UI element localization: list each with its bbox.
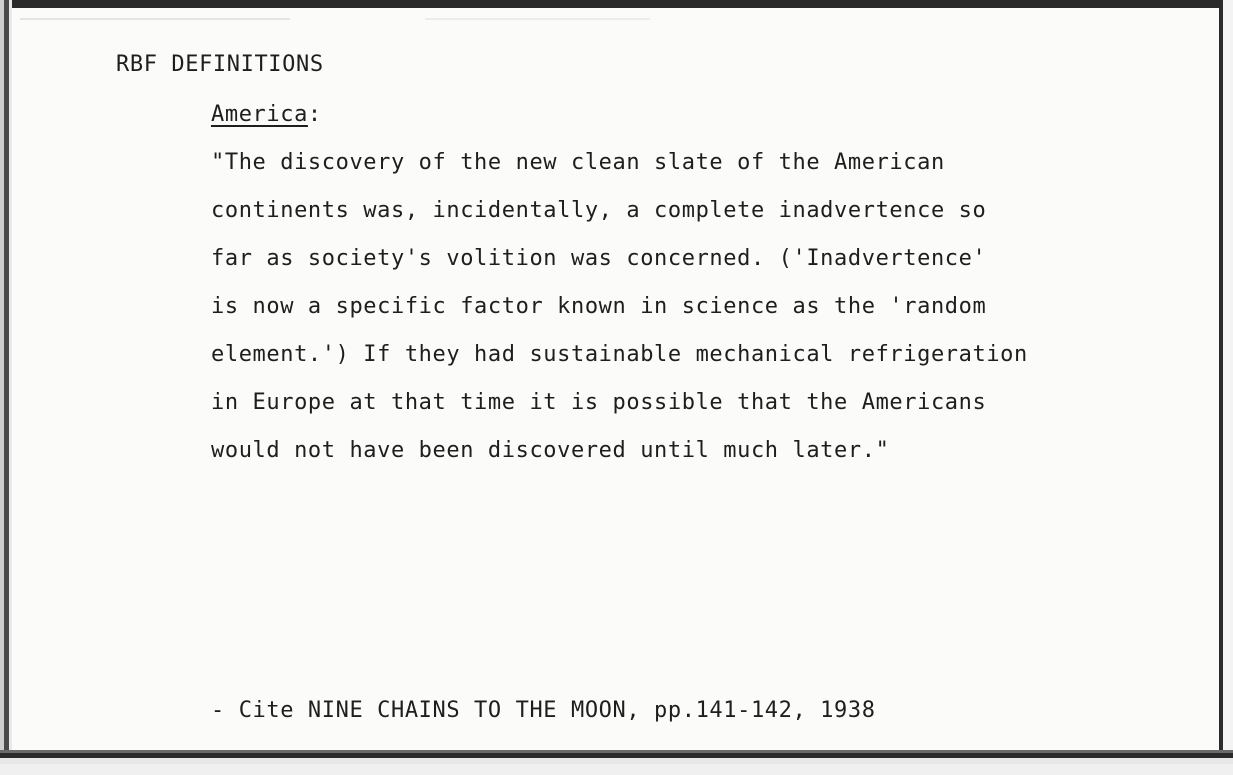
quote-line: "The discovery of the new clean slate of the American xyxy=(211,150,945,175)
term-colon: : xyxy=(307,102,322,127)
quote-line: element.') If they had sustainable mechanical refrigeration xyxy=(211,342,1028,367)
left-border xyxy=(0,0,12,775)
document-heading: RBF DEFINITIONS xyxy=(116,52,324,77)
right-border xyxy=(1219,0,1233,775)
quote-line: far as society's volition was concerned. ('Inadvertence' xyxy=(211,246,987,271)
term-heading xyxy=(211,102,322,128)
top-border xyxy=(0,0,1233,8)
bottom-border xyxy=(0,750,1233,764)
quote-line: would not have been discovered until much later." xyxy=(211,438,890,463)
quote-line: in Europe at that time it is possible that the Americans xyxy=(211,390,987,415)
citation: - Cite NINE CHAINS TO THE MOON, pp.141-142, 1938 xyxy=(211,698,876,723)
quote-line: is now a specific factor known in science as the 'random xyxy=(211,294,987,319)
bleed-through-line xyxy=(20,18,920,20)
bottom-strip xyxy=(0,764,1233,775)
term-label: America xyxy=(211,102,308,127)
quote-line: continents was, incidentally, a complete inadvertence so xyxy=(211,198,987,223)
